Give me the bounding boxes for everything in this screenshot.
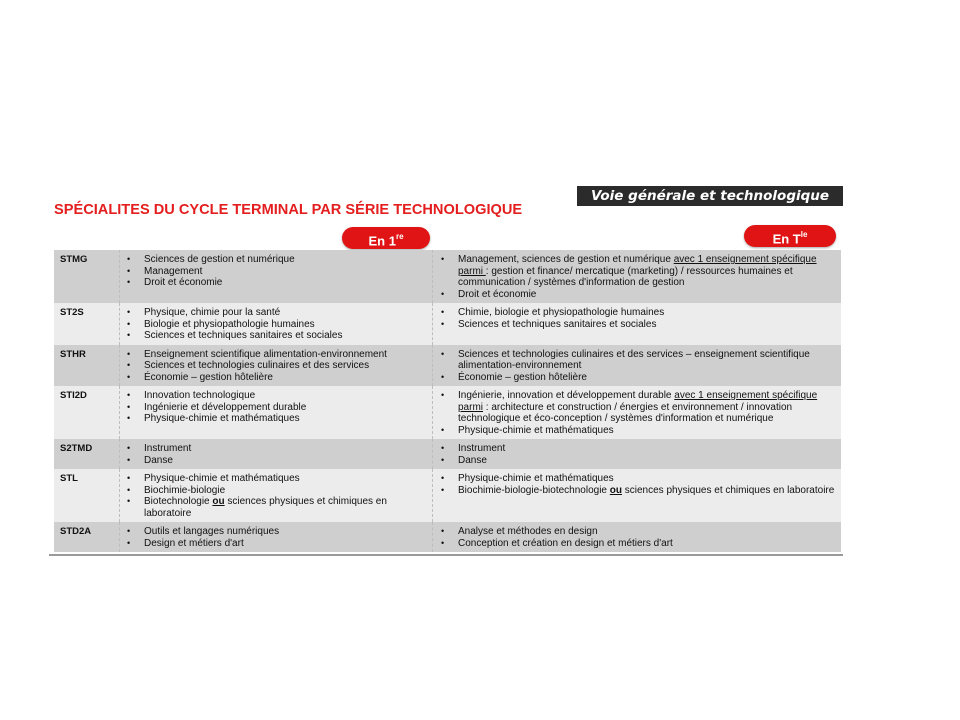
table-row [54,345,841,387]
terminale-list [438,526,835,549]
series-name: STI2D [60,390,87,401]
premiere-list [124,526,426,549]
list-item [124,266,426,278]
text-segment: : architecture et construction / énergies et environnement / innovation technologique et éco-conception / systèmes d'information et numérique [458,401,793,424]
text-segment: Danse [144,454,173,466]
terminale-cell [432,345,841,387]
specialities-table [54,250,841,552]
list-item [124,307,426,319]
table-row [54,303,841,345]
terminale-cell [432,250,841,303]
terminale-cell [432,303,841,345]
text-segment: ou [212,496,225,507]
premiere-cell [119,345,432,387]
text-segment: Analyse et méthodes en design [458,526,598,537]
list-item [438,289,835,301]
list-item [438,372,835,384]
series-name: STHR [60,348,86,360]
text-segment: Instrument [144,443,192,454]
terminale-list [438,390,835,436]
terminale-cell [432,522,841,552]
premiere-badge-label: En 1 [368,233,396,249]
terminale-badge [744,225,836,247]
premiere-list [124,443,426,466]
list-item [438,526,835,538]
list-item [438,307,835,319]
text-segment: Physique, chimie pour la santé [144,307,281,318]
terminale-cell [432,469,841,522]
table-row [54,386,841,439]
text-segment: ou [609,484,622,496]
terminale-cell [432,439,841,469]
text-segment: Biochimie-biologie-biotechnologie [458,484,610,496]
list-item [124,277,426,289]
text-segment: Design et métiers d'art [144,537,244,549]
series-name: STL [60,473,78,484]
list-item [438,485,835,497]
table-row [54,522,841,552]
text-segment: sciences physiques et chimiques en laboratoire [144,496,387,519]
list-item [124,473,426,485]
text-segment: Physique-chimie et mathématiques [458,473,614,484]
table-row [54,250,841,303]
list-item [438,349,835,372]
list-item [438,538,835,550]
text-segment: Sciences et technologies culinaires et des services [144,360,370,371]
text-segment: Économie – gestion hôtelière [458,371,587,383]
text-segment: Physique-chimie et mathématiques [144,413,300,424]
table-row [54,439,841,469]
terminale-list [438,473,835,496]
text-segment: Ingénierie, innovation et développement durable [458,390,675,401]
text-segment: Droit et économie [144,277,223,288]
list-item [124,496,426,519]
premiere-badge [342,227,430,249]
text-segment: Biochimie-biologie [144,484,226,496]
premiere-list [124,473,426,519]
list-item [124,319,426,331]
series-name: ST2S [60,307,84,318]
text-segment: Conception et création en design et métiers d'art [458,537,673,549]
text-segment: avec 1 enseignement spécifique parmi [458,254,817,277]
list-item [124,254,426,266]
text-segment: Outils et langages numériques [144,526,280,537]
list-item [124,538,426,550]
text-segment: Chimie, biologie et physiopathologie humaines [458,307,665,318]
premiere-cell [119,250,432,303]
terminale-badge-label: En T [772,231,801,247]
list-item [124,455,426,467]
premiere-list [124,254,426,289]
table-row [54,469,841,522]
underlined-text [610,485,622,496]
terminale-list [438,254,835,300]
list-item [124,413,426,425]
text-segment: Biologie et physiopathologie humaines [144,318,315,330]
text-segment: Ingénierie et développement durable [144,401,307,413]
text-segment: Physique-chimie et mathématiques [144,473,300,484]
premiere-cell [119,522,432,552]
premiere-badge-sup: re [395,232,404,241]
series-name: S2TMD [60,443,93,454]
premiere-list [124,390,426,425]
list-item [124,485,426,497]
text-segment: sciences physiques et chimiques en laboratoire [621,484,835,496]
text-segment: Management [144,265,203,277]
list-item [438,443,835,455]
underlined-text [212,496,224,507]
text-segment: Innovation technologique [144,390,256,401]
text-segment: Danse [458,454,487,466]
text-segment: Enseignement scientifique alimentation-environnement [144,348,387,360]
premiere-cell [119,386,432,439]
list-item [124,330,426,342]
series-name: STMG [60,254,88,265]
text-segment: Sciences de gestion et numérique [144,254,295,265]
bold-text [610,485,622,496]
premiere-cell [119,303,432,345]
text-segment: Sciences et techniques sanitaires et sociales [144,330,343,341]
text-segment: Sciences et techniques sanitaires et sociales [458,318,657,330]
list-item [438,319,835,331]
list-item [438,455,835,467]
list-item [124,390,426,402]
premiere-list [124,349,426,384]
text-segment: Biotechnologie [144,496,213,507]
text-segment: : gestion et finance/ mercatique (marketing) / ressources humaines et communication / systèmes d'information de gestion [458,265,793,288]
list-item [438,254,835,289]
list-item [124,526,426,538]
terminale-cell [432,386,841,439]
premiere-list [124,307,426,342]
voie-badge: Voie générale et technologique [577,186,843,206]
text-segment: Sciences et technologies culinaires et des services – enseignement scientifique alimentation-environnement [458,348,810,371]
list-item [124,360,426,372]
list-item [438,473,835,485]
terminale-badge-sup: le [800,230,808,239]
terminale-list [438,443,835,466]
list-item [124,372,426,384]
text-segment: avec 1 enseignement spécifique parmi [458,390,818,413]
list-item [124,402,426,414]
text-segment: Instrument [458,443,506,454]
series-name: STD2A [60,526,92,537]
list-item [438,425,835,437]
bold-text [212,496,224,507]
text-segment: Droit et économie [458,288,537,300]
premiere-cell [119,439,432,469]
list-item [124,349,426,361]
list-item [438,390,835,425]
terminale-list [438,307,835,330]
text-segment: Management, sciences de gestion et numérique [458,254,674,265]
text-segment: Physique-chimie et mathématiques [458,424,614,436]
page-title: SPÉCIALITES DU CYCLE TERMINAL PAR SÉRIE TECHNOLOGIQUE [54,202,523,218]
text-segment: Économie – gestion hôtelière [144,371,273,383]
list-item [124,443,426,455]
terminale-list [438,349,835,384]
premiere-cell [119,469,432,522]
